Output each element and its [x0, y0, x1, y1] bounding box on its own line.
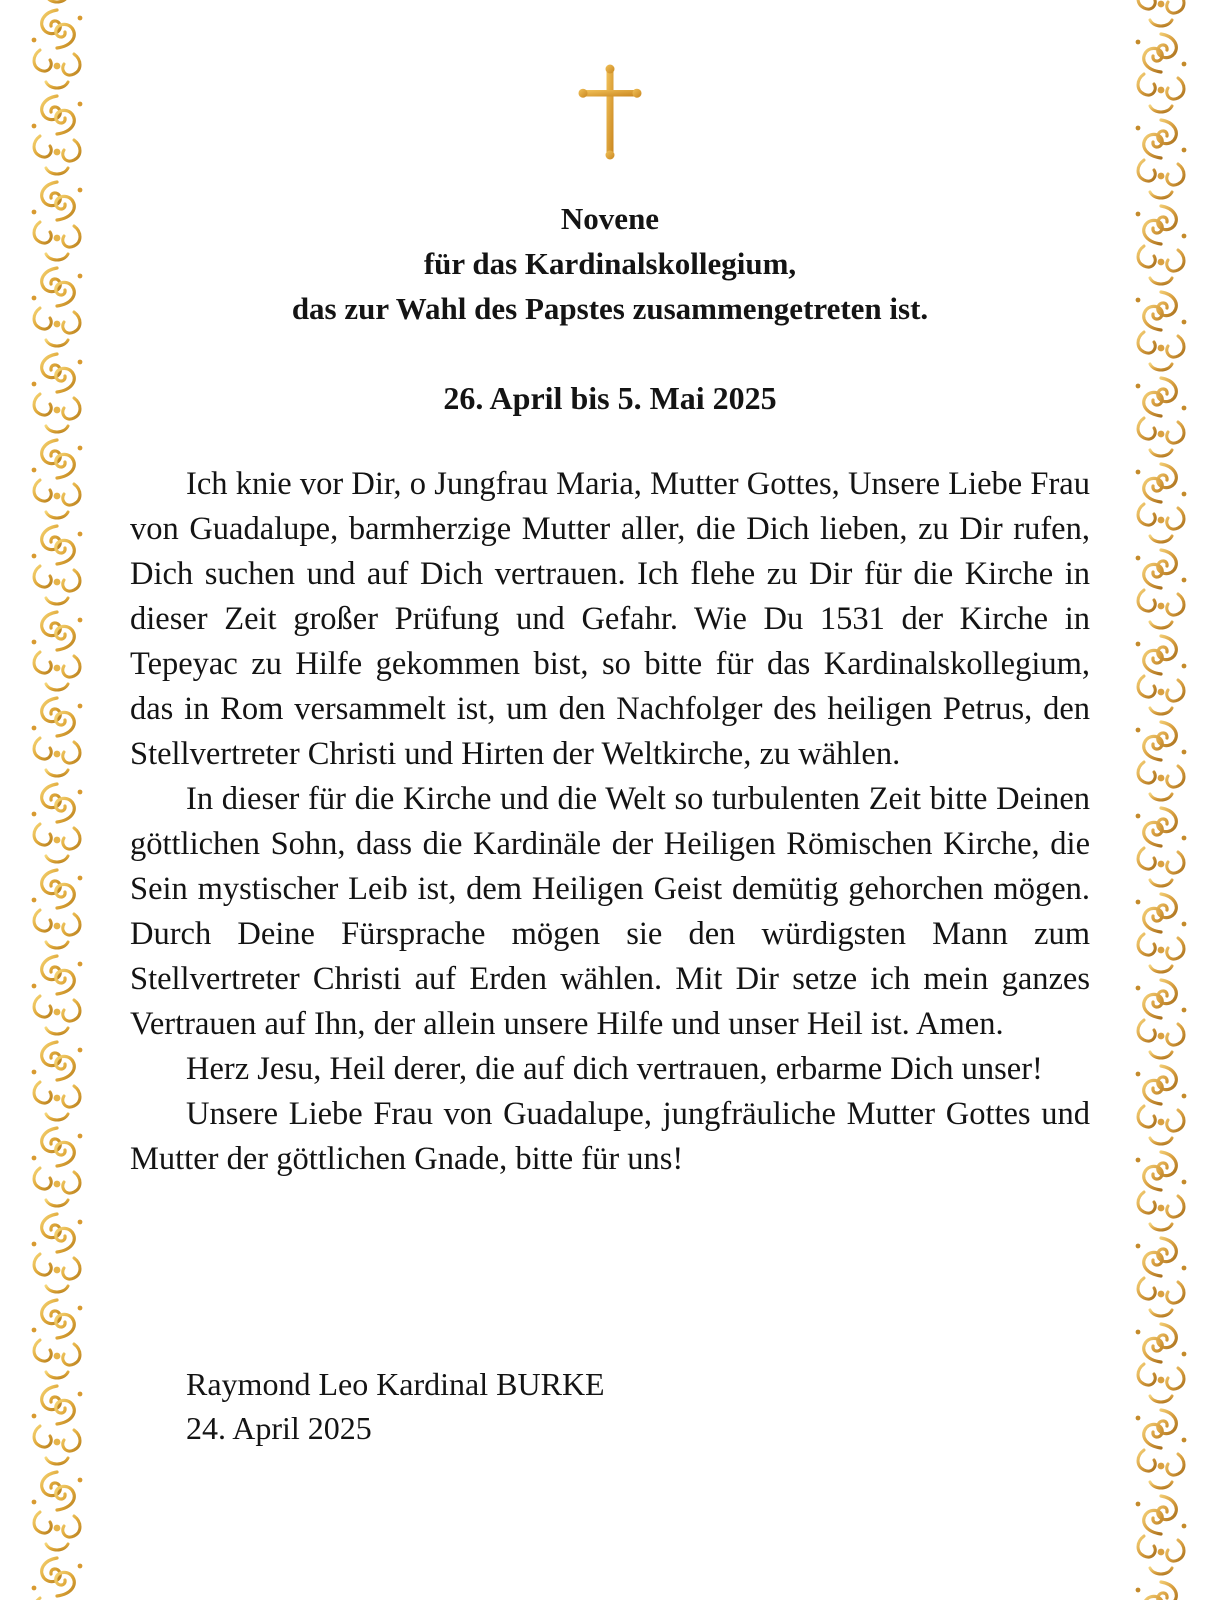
title-line-2: für das Kardinalskollegium,: [423, 246, 797, 281]
document-title: [180, 196, 1040, 331]
novena-date-range: 26. April bis 5. Mai 2025: [443, 380, 777, 416]
signature-block: [186, 1362, 605, 1450]
scroll-border-icon: [1124, 0, 1198, 1600]
prayer-paragraph-2: In dieser für die Kirche und die Welt so turbulenten Zeit bitte Deinen göttlichen Sohn, dass die Kardinäle der Heiligen Römischen Kirche, die Sein mystischer Leib ist, dem Heiligen Geist demütig gehorchen mögen. Durch Deine Fürsprache mögen sie den würdigsten Mann zum Stellvertreter Christi auf Erden wählen. Mit Dir setze ich mein ganzes Vertrauen auf Ihn, der allein unsere Hilfe und unser Heil ist. Amen.: [130, 781, 1090, 1042]
signature-name: Raymond Leo Kardinal BURKE: [186, 1366, 605, 1402]
prayer-paragraph-4: Unsere Liebe Frau von Guadalupe, jungfräuliche Mutter Gottes und Mutter der göttlichen Gnade, bitte für uns!: [130, 1096, 1090, 1177]
scroll-border-icon: [20, 0, 94, 1600]
signature-date: 24. April 2025: [186, 1410, 372, 1446]
right-ornamental-border: [1124, 0, 1198, 1600]
cross-icon: [578, 62, 642, 162]
prayer-paragraph-3: Herz Jesu, Heil derer, die auf dich vertrauen, erbarme Dich unser!: [186, 1051, 1043, 1087]
prayer-text: [130, 462, 1090, 1182]
left-ornamental-border: [20, 0, 94, 1600]
title-line-3: das zur Wahl des Papstes zusammengetreten ist.: [291, 291, 929, 326]
prayer-paragraph-1: Ich knie vor Dir, o Jungfrau Maria, Mutter Gottes, Unsere Liebe Frau von Guadalupe, barmherzige Mutter aller, die Dich lieben, zu Dir rufen, Dich suchen und auf Dich vertrauen. Ich flehe zu Dir für die Kirche in dieser Zeit großer Prüfung und Gefahr. Wie Du 1531 der Kirche in Tepeyac zu Hilfe gekommen bist, so bitte für das Kardinalskollegium, das in Rom versammelt ist, um den Nachfolger des heiligen Petrus, den Stellvertreter Christi und Hirten der Weltkirche, zu wählen.: [130, 466, 1090, 772]
title-line-1: Novene: [560, 201, 660, 236]
